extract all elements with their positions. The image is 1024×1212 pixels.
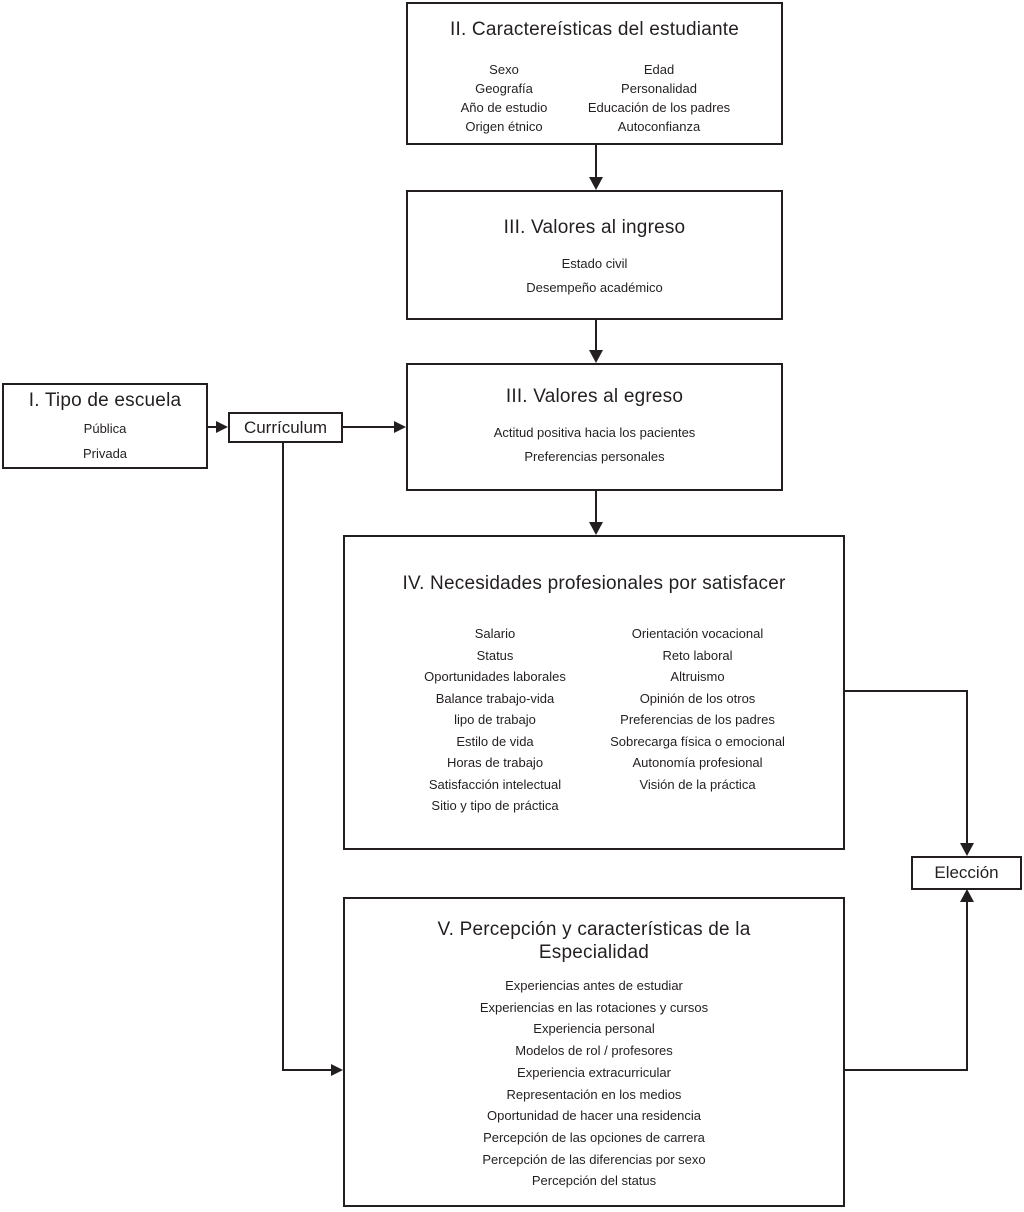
box-percepcion-title-line1: V. Percepción y características de la	[437, 919, 751, 940]
percepcion-item: Representación en los medios	[506, 1086, 682, 1102]
percepcion-item: Experiencia personal	[533, 1021, 655, 1037]
need-item: Autonomía profesional	[632, 755, 763, 770]
connector-ingreso-to-egreso	[595, 320, 597, 351]
box-valores-ingreso-title: III. Valores al ingreso	[503, 217, 686, 238]
tipo-escuela-items	[4, 416, 206, 466]
need-item: Satisfacción intelectual	[428, 776, 562, 792]
need-item: Sobrecarga física o emocional	[610, 733, 785, 749]
student-attribute: Origen étnico	[465, 119, 543, 134]
box-curriculum	[228, 412, 343, 443]
need-item: Status	[476, 647, 514, 663]
connector-student-to-ingreso	[595, 145, 597, 178]
box-percepcion-title-line2: Especialidad	[538, 942, 650, 963]
box-percepcion-especialidad	[343, 897, 845, 1207]
tipo-escuela-item: Privada	[82, 446, 128, 461]
box-necesidades-profesionales	[343, 535, 845, 850]
connector-curriculum-to-egreso	[343, 426, 395, 428]
needs-right-column	[575, 623, 820, 795]
connector-percepcion-up	[966, 901, 968, 1071]
student-left-column	[424, 60, 584, 136]
need-item: Visión de la práctica	[639, 776, 756, 792]
valores-egreso-item: Actitud positiva hacia los pacientes	[493, 425, 696, 440]
arrowhead-down-icon	[589, 177, 603, 190]
need-item: Oportunidades laborales	[424, 669, 566, 684]
student-attribute: Autoconfianza	[617, 119, 701, 134]
box-valores-egreso	[406, 363, 783, 491]
need-item: Reto laboral	[662, 647, 733, 663]
arrowhead-down-icon	[960, 843, 974, 856]
percepcion-item: Experiencia extracurricular	[517, 1064, 671, 1080]
box-tipo-escuela-title: I. Tipo de escuela	[28, 390, 182, 411]
box-necesidades-title: IV. Necesidades profesionales por satisfacer	[402, 573, 786, 594]
box-caracteristicas-title: II. Caractereísticas del estudiante	[450, 19, 739, 40]
need-item: Balance trabajo-vida	[435, 690, 555, 706]
eleccion-label: Elección	[934, 863, 999, 882]
connector-curriculum-down	[282, 443, 284, 1071]
arrowhead-right-icon	[394, 421, 406, 433]
student-attribute: Educación de los padres	[587, 100, 731, 115]
percepcion-item: Experiencias en las rotaciones y cursos	[479, 999, 709, 1015]
connector-necesidades-down	[966, 690, 968, 844]
curriculum-label: Currículum	[243, 417, 328, 437]
student-attribute: Sexo	[489, 62, 519, 77]
need-item: Altruismo	[670, 669, 725, 684]
connector-egreso-to-necesidades	[595, 491, 597, 522]
connector-curriculum-to-percepcion	[282, 1069, 332, 1071]
percepcion-items	[345, 975, 843, 1192]
student-attribute: Personalidad	[621, 81, 697, 96]
percepcion-item: Percepción de las diferencias por sexo	[482, 1151, 706, 1167]
need-item: Salario	[474, 626, 516, 641]
arrowhead-down-icon	[589, 350, 603, 363]
student-attribute: Geografía	[475, 81, 533, 96]
need-item: Preferencias de los padres	[620, 712, 775, 727]
arrowhead-right-icon	[216, 421, 228, 433]
box-eleccion	[911, 856, 1022, 890]
valores-ingreso-items	[408, 252, 781, 300]
valores-ingreso-item: Estado civil	[561, 256, 628, 271]
box-caracteristicas-estudiante	[406, 2, 783, 145]
percepcion-item: Percepción de las opciones de carrera	[483, 1129, 705, 1145]
need-item: Horas de trabajo	[446, 755, 544, 770]
need-item: Sitio y tipo de práctica	[431, 798, 559, 813]
percepcion-item: Percepción del status	[531, 1173, 657, 1189]
percepcion-item: Oportunidad de hacer una residencia	[487, 1108, 701, 1124]
tipo-escuela-item: Pública	[83, 421, 127, 436]
arrowhead-up-icon	[960, 889, 974, 902]
need-item: Estilo de vida	[456, 733, 534, 749]
need-item: Opinión de los otros	[639, 690, 756, 706]
arrowhead-right-icon	[331, 1064, 343, 1076]
percepcion-item: Experiencias antes de estudiar	[505, 978, 683, 993]
connector-percepcion-right	[845, 1069, 968, 1071]
arrowhead-down-icon	[589, 522, 603, 535]
need-item: lipo de trabajo	[454, 712, 536, 727]
valores-egreso-item: Preferencias personales	[524, 449, 665, 464]
valores-ingreso-item: Desempeño académico	[526, 280, 663, 295]
student-attribute: Edad	[643, 62, 675, 77]
box-valores-ingreso	[406, 190, 783, 320]
percepcion-item: Modelos de rol / profesores	[515, 1043, 673, 1059]
valores-egreso-items	[408, 421, 781, 469]
student-attribute: Año de estudio	[460, 100, 548, 115]
student-right-column	[564, 60, 754, 136]
box-valores-egreso-title: III. Valores al egreso	[505, 386, 684, 407]
need-item: Orientación vocacional	[631, 626, 764, 641]
connector-necesidades-right	[845, 690, 968, 692]
box-tipo-escuela	[2, 383, 208, 469]
